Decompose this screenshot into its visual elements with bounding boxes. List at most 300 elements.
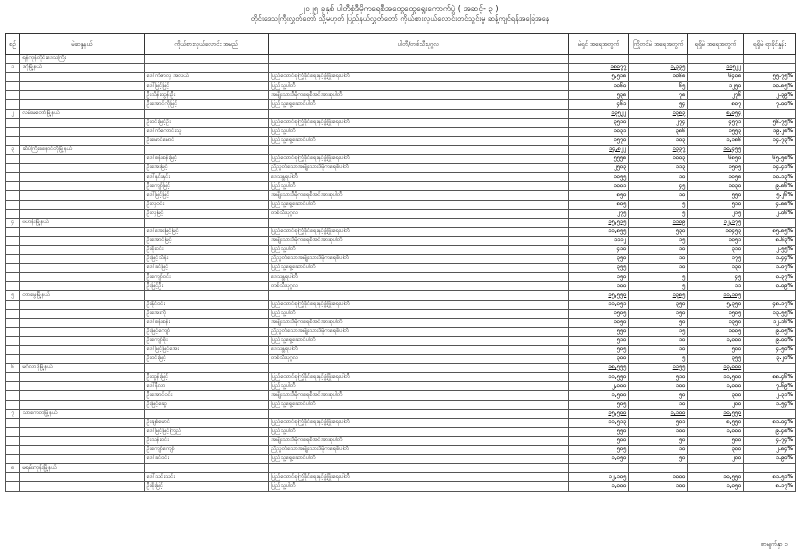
value-cell: ၁၀၀၅: [688, 327, 744, 336]
table-cell: [6, 227, 20, 236]
table-cell: [268, 364, 568, 373]
constituency-row: [6, 218, 796, 227]
table-cell: [144, 364, 268, 373]
table-cell: [20, 173, 144, 182]
table-cell: [20, 355, 144, 364]
table-cell: [20, 436, 144, 445]
table-cell: [20, 391, 144, 400]
value-cell: ၅၅.၇၅%: [744, 73, 796, 82]
party-name: ပြည်သူ့ပါတီ: [268, 245, 568, 254]
candidate-name: ဒေါ်နီလာ: [144, 382, 268, 391]
constituency-name: တာမွေမြို့နယ်: [20, 291, 144, 300]
candidate-name: ဦးနိုင်ဝင်း: [144, 300, 268, 309]
value-cell: ၁၀: [629, 400, 688, 409]
value-cell: ၃၅၀: [629, 300, 688, 309]
value-cell: ၁၅: [629, 236, 688, 245]
subtotal-cell: [688, 55, 744, 64]
table-cell: [20, 400, 144, 409]
subtotal-cell: [744, 291, 796, 300]
value-cell: ၃၈၆: [629, 127, 688, 136]
value-cell: ၁၅: [629, 327, 688, 336]
value-cell: ၅၄: [629, 100, 688, 109]
table-cell: [20, 455, 144, 464]
value-cell: ၄.၅၀%: [744, 346, 796, 355]
subtotal-cell: ၁,၃၃၅: [629, 64, 688, 73]
candidate-name: ဦးလှမြင့်: [144, 209, 268, 218]
table-cell: [268, 464, 568, 473]
value-cell: ၆၈၅၀: [688, 155, 744, 164]
table-row: [6, 355, 796, 364]
table-cell: [6, 300, 20, 309]
value-cell: ၁.၅၄%: [744, 400, 796, 409]
value-cell: ၁၀: [629, 346, 688, 355]
value-cell: ၅: [629, 282, 688, 291]
results-table: [5, 33, 796, 492]
candidate-name: ဦးသန်းဝင်း: [144, 436, 268, 445]
subtotal-cell: ၁၅,၅၁၅: [569, 218, 629, 227]
value-cell: ၁၀,၅၅၀: [688, 473, 744, 482]
value-cell: ၁၃၀: [688, 264, 744, 273]
table-row: [6, 309, 796, 318]
value-cell: ၁,၀၀၀: [688, 382, 744, 391]
table-cell: [20, 227, 144, 236]
value-cell: ၁၀၀: [629, 382, 688, 391]
value-cell: ၅၃၀: [629, 227, 688, 236]
serial-number: ၅: [6, 291, 20, 300]
table-cell: [6, 245, 20, 254]
party-name: ဒေသန္တရပါတီ: [268, 346, 568, 355]
table-cell: [6, 273, 20, 282]
candidate-name: ဒေါ်ခင်မြင့်: [144, 264, 268, 273]
party-name: ပြည်သူ့ရှေ့ဆောင်ပါတီ: [268, 264, 568, 273]
value-cell: ၅: [629, 273, 688, 282]
value-cell: ၅၀: [629, 391, 688, 400]
table-cell: [6, 391, 20, 400]
party-name: ပြည်သူ့ပါတီ: [268, 82, 568, 91]
value-cell: ၂၁၅: [688, 209, 744, 218]
value-cell: ၃၅၅: [569, 264, 629, 273]
subtotal-cell: ၈,၀၅၄: [688, 109, 744, 118]
value-cell: ၅၀၁: [629, 418, 688, 427]
table-row: [6, 346, 796, 355]
table-cell: [6, 118, 20, 127]
value-cell: ၄၅: [629, 182, 688, 191]
table-row: [6, 82, 796, 91]
table-row: [6, 318, 796, 327]
value-cell: ၂.၃၉%: [744, 91, 796, 100]
value-cell: ၂,၀၀၀: [569, 382, 629, 391]
table-cell: [20, 82, 144, 91]
subtotal-cell: ၁၃၈၅: [629, 291, 688, 300]
value-cell: ၁၄.၇၃%: [744, 136, 796, 145]
table-cell: [6, 200, 20, 209]
value-cell: ၅၅၀: [569, 327, 629, 336]
value-cell: ၁၀: [629, 173, 688, 182]
value-cell: ၅,၅၁၈: [569, 73, 629, 82]
table-cell: [20, 482, 144, 491]
constituency-name: ဒဂုံမြို့နယ်: [20, 64, 144, 73]
value-cell: ၇၈: [629, 91, 688, 100]
party-name: တစ်သီးပုဂ္ဂလ: [268, 355, 568, 364]
subtotal-cell: ၁,၁၀၀: [629, 409, 688, 418]
serial-number: ၁: [6, 64, 20, 73]
value-cell: ၅၀: [629, 436, 688, 445]
party-name: ပြည်ထောင်စုကြံ့ခိုင်ရေးနှင့်ဖွံ့ဖြိုးရေးပါတီ: [268, 73, 568, 82]
column-header: မဲဆန္ဒနယ်: [20, 34, 144, 55]
value-cell: ၂.၅၅%: [744, 245, 796, 254]
subtotal-cell: ၁၀,၄၅၅: [688, 145, 744, 154]
constituency-row: [6, 55, 796, 64]
value-cell: ၁၀၄၅၃: [688, 227, 744, 236]
subtotal-cell: ၁၃,၀၀၀: [688, 364, 744, 373]
value-cell: ၅: [629, 355, 688, 364]
document-header: [0, 0, 800, 24]
table-row: [6, 264, 796, 273]
value-cell: ၁၄.၄၁%: [744, 164, 796, 173]
column-header: ကြိုတင်မဲ အရေအတွက်: [629, 34, 688, 55]
party-name: ညီညွတ်သောအမျိုးသားဒီမိုကရေစီပါတီ: [268, 327, 568, 336]
party-name: ပြည်သူ့ရှေ့ဆောင်ပါတီ: [268, 136, 568, 145]
table-cell: [20, 100, 144, 109]
subtotal-cell: ၁၄,၈၂၂: [569, 145, 629, 154]
table-cell: [6, 400, 20, 409]
subtotal-cell: ၁၈,၅၅၅: [569, 364, 629, 373]
candidate-name: ဦးထွန်းမြင့်: [144, 373, 268, 382]
party-name: ဒေသန္တရပါတီ: [268, 173, 568, 182]
value-cell: ၁၃၅၀: [688, 318, 744, 327]
subtotal-cell: [744, 409, 796, 418]
value-cell: ၂.၀၆%: [744, 209, 796, 218]
table-cell: [6, 209, 20, 218]
table-row: [6, 446, 796, 455]
candidate-name: ဦးဝင်းမြင့်: [144, 355, 268, 364]
table-row: [6, 155, 796, 164]
table-cell: [268, 64, 568, 73]
document-title: ၂၀၂၅ ခုနှစ် ပါတီစုံဒီမိုကရေစီအထွေထွေရွေးကောက်ပွဲ ( အဆင့်- ၃ ): [301, 4, 499, 13]
subtotal-cell: ၁၀,၅၅၀: [688, 409, 744, 418]
table-row: [6, 427, 796, 436]
value-cell: ၁၅၇၀: [569, 136, 629, 145]
table-cell: [268, 145, 568, 154]
candidate-name: ဒေါ်မြင့်မြင့်: [144, 191, 268, 200]
table-cell: [20, 209, 144, 218]
table-cell: [6, 127, 20, 136]
value-cell: ၁,၀၅၀: [688, 482, 744, 491]
table-cell: [20, 255, 144, 264]
column-header: ကိုယ်စားလှယ်လောင်း အမည်: [144, 34, 268, 55]
table-row: [6, 236, 796, 245]
value-cell: ၁၀: [629, 191, 688, 200]
value-cell: ၃၀၀: [688, 391, 744, 400]
value-cell: ၁၂,၁၀၅: [569, 473, 629, 482]
table-cell: [268, 291, 568, 300]
candidate-name: ဦးစိုးမြင့်: [144, 482, 268, 491]
constituency-row: [6, 464, 796, 473]
table-cell: [6, 182, 20, 191]
candidate-name: ဒေါ်နှင်းနှင်း: [144, 173, 268, 182]
value-cell: ၅၅၀: [569, 427, 629, 436]
candidate-name: ဒေါ်အေးမြင့်မြင့်: [144, 227, 268, 236]
value-cell: ၁၀: [629, 255, 688, 264]
column-header: မဲရှင် အရေအတွက်: [569, 34, 629, 55]
table-cell: [20, 155, 144, 164]
table-cell: [20, 327, 144, 336]
table-row: [6, 327, 796, 336]
constituency-row: [6, 109, 796, 118]
value-cell: ၃၅၁၀: [569, 118, 629, 127]
value-cell: ၅၆.၇၅%: [744, 118, 796, 127]
candidate-name: ဦးအေးကို: [144, 309, 268, 318]
value-cell: ၁၀၀၀: [629, 473, 688, 482]
value-cell: ၁၀: [629, 446, 688, 455]
value-cell: ၄၈.၁၇%: [744, 300, 796, 309]
value-cell: ၁,၅၀၀: [569, 391, 629, 400]
value-cell: ၁၁,၈၅၅: [569, 227, 629, 236]
table-cell: [6, 418, 20, 427]
table-cell: [20, 273, 144, 282]
value-cell: ၅: [629, 200, 688, 209]
subtotal-cell: [744, 464, 796, 473]
value-cell: ၃၀၀: [688, 446, 744, 455]
candidate-name: ဦးလှဝင်း: [144, 200, 268, 209]
subtotal-cell: [744, 64, 796, 73]
value-cell: ၅၀၅: [569, 346, 629, 355]
party-name: အမျိုးသားဒီမိုကရေစီအင်အားစုပါတီ: [268, 436, 568, 445]
table-cell: [6, 436, 20, 445]
value-cell: ၁,၀၀၀: [688, 336, 744, 345]
table-cell: [144, 464, 268, 473]
serial-number: [6, 55, 20, 64]
party-name: ပြည်သူ့ပါတီ: [268, 382, 568, 391]
table-cell: [6, 318, 20, 327]
party-name: ပြည်သူ့ပါတီ: [268, 482, 568, 491]
value-cell: ၁၂.၁၆%: [744, 318, 796, 327]
value-cell: ၁၃.၅၅%: [744, 309, 796, 318]
value-cell: ၅၀၅: [569, 400, 629, 409]
party-name: ပြည်ထောင်စုကြံ့ခိုင်ရေးနှင့်ဖွံ့ဖြိုးရေးပါတီ: [268, 118, 568, 127]
table-row: [6, 209, 796, 218]
value-cell: ၈၀၅: [569, 200, 629, 209]
subtotal-cell: ၁၃၃၇: [629, 145, 688, 154]
table-row: [6, 200, 796, 209]
value-cell: ၅၅၀: [688, 191, 744, 200]
subtotal-cell: ၁၁၀၉: [629, 218, 688, 227]
constituency-row: [6, 64, 796, 73]
value-cell: ၄.၈၈%: [744, 200, 796, 209]
table-cell: [6, 473, 20, 482]
value-cell: ၄.၇၄%: [744, 436, 796, 445]
table-cell: [6, 91, 20, 100]
value-cell: ၁,၁၈၆: [688, 136, 744, 145]
table-cell: [6, 173, 20, 182]
subtotal-cell: ၁၁၅၂၂: [688, 64, 744, 73]
table-row: [6, 336, 796, 345]
candidate-name: ဒေါ်ကံကောင်းသူ: [144, 127, 268, 136]
subtotal-cell: ၁၅,၅၅၀: [569, 291, 629, 300]
value-cell: ၈၈.၄၆%: [744, 373, 796, 382]
candidate-name: ဒေါ်စန်းစန်းမြင့်: [144, 155, 268, 164]
value-cell: ၁၅၀၅: [688, 309, 744, 318]
table-row: [6, 400, 796, 409]
subtotal-cell: ၁၃၈၃: [629, 109, 688, 118]
table-row: [6, 273, 796, 282]
party-name: ပြည်သူ့ပါတီ: [268, 127, 568, 136]
table-cell: [20, 346, 144, 355]
value-cell: ၅၀၅: [569, 446, 629, 455]
subtotal-cell: [744, 364, 796, 373]
value-cell: ၈၁.၅၁%: [744, 473, 796, 482]
table-body: [6, 55, 796, 492]
value-cell: ၁၁,၅၅၀: [569, 373, 629, 382]
value-cell: ၂၇၆: [688, 91, 744, 100]
value-cell: ၈၅.၈၅%: [744, 227, 796, 236]
value-cell: ၁၁၃: [629, 164, 688, 173]
table-cell: [6, 346, 20, 355]
table-row: [6, 382, 796, 391]
table-row: [6, 245, 796, 254]
serial-number: ၃: [6, 145, 20, 154]
subtotal-cell: ၁၁၅၅: [629, 364, 688, 373]
table-row: [6, 282, 796, 291]
value-cell: ၉.၀၀%: [744, 336, 796, 345]
party-name: ပြည်သူ့ရှေ့ဆောင်ပါတီ: [268, 455, 568, 464]
table-cell: [20, 446, 144, 455]
value-cell: ၈၀၇: [688, 100, 744, 109]
value-cell: ၁၅၀: [569, 273, 629, 282]
table-row: [6, 455, 796, 464]
table-cell: [6, 427, 20, 436]
table-cell: [6, 355, 20, 364]
column-header: စဉ်: [6, 34, 20, 55]
value-cell: ၆၄၀၈: [688, 73, 744, 82]
subtotal-cell: [629, 464, 688, 473]
table-cell: [20, 91, 144, 100]
value-cell: ၈၅၀: [569, 191, 629, 200]
value-cell: ၂၅၀၃: [569, 164, 629, 173]
constituency-row: [6, 409, 796, 418]
value-cell: ၁၀၆၈: [629, 73, 688, 82]
value-cell: ၂.၈၄%: [744, 446, 796, 455]
candidate-name: ဒေါ်သင်းသင်း: [144, 473, 268, 482]
value-cell: ၈.၁၇%: [744, 482, 796, 491]
value-cell: ၉.၀၅%: [744, 327, 796, 336]
party-name: အမျိုးသားဒီမိုကရေစီအင်အားစုပါတီ: [268, 318, 568, 327]
table-cell: [20, 245, 144, 254]
value-cell: ၁၅၀၅: [569, 309, 629, 318]
table-row: [6, 100, 796, 109]
value-cell: ၁၇၅: [688, 255, 744, 264]
party-name: ညီညွတ်သောအမျိုးသားဒီမိုကရေစီပါတီ: [268, 255, 568, 264]
party-name: အမျိုးသားဒီမိုကရေစီအင်အားစုပါတီ: [268, 191, 568, 200]
candidate-name: ဦးကျော်မြင့်: [144, 182, 268, 191]
subtotal-cell: [688, 464, 744, 473]
constituency-name: သာကေတမြို့နယ်: [20, 409, 144, 418]
page-footer: စာမျက်နှာ ၁: [761, 541, 788, 548]
value-cell: ၁.၀၇%: [744, 264, 796, 273]
table-cell: [6, 100, 20, 109]
table-cell: [6, 155, 20, 164]
value-cell: ၁၀၀: [629, 482, 688, 491]
party-name: တစ်သီးပုဂ္ဂလ: [268, 282, 568, 291]
table-cell: [20, 427, 144, 436]
table-cell: [20, 164, 144, 173]
table-cell: [6, 336, 20, 345]
value-cell: ၁.၄၄%: [744, 255, 796, 264]
table-cell: [6, 309, 20, 318]
table-cell: [268, 55, 568, 64]
table-cell: [268, 218, 568, 227]
table-row: [6, 191, 796, 200]
constituency-name: မင်္ဂလာဒုံမြို့နယ်: [20, 364, 144, 373]
value-cell: ၈၁.၀၄%: [744, 418, 796, 427]
constituency-row: [6, 145, 796, 154]
value-cell: ၅၁၀: [629, 373, 688, 382]
value-cell: ၇.၀၀%: [744, 100, 796, 109]
subtotal-cell: ၁၅,၅၀၀: [569, 409, 629, 418]
value-cell: ၃၅၅: [688, 355, 744, 364]
table-cell: [20, 418, 144, 427]
candidate-name: ဒေါ်မြင့်မြင့်ကြည်: [144, 427, 268, 436]
candidate-name: ဦးကျော်စိုး: [144, 336, 268, 345]
table-cell: [20, 282, 144, 291]
serial-number: ၂: [6, 109, 20, 118]
candidate-name: ဦးသိန်းထွန်းဦး: [144, 91, 268, 100]
value-cell: ၁.၉၀%: [744, 455, 796, 464]
value-cell: ၁၀၀၃: [629, 155, 688, 164]
value-cell: ၂၀၀: [688, 455, 744, 464]
table-cell: [268, 109, 568, 118]
value-cell: ၁၁: [688, 282, 744, 291]
value-cell: ၅: [629, 209, 688, 218]
value-cell: ၃၀၀: [569, 355, 629, 364]
value-cell: ၁၀: [629, 336, 688, 345]
table-cell: [20, 73, 144, 82]
value-cell: ၁၀၅၁: [688, 236, 744, 245]
table-header-row: [6, 34, 796, 55]
value-cell: ၂၇၅: [569, 209, 629, 218]
constituency-name: ရန်ကုန်တိုင်းဒေသကြီး: [20, 55, 144, 64]
table-cell: [20, 136, 144, 145]
value-cell: ၁၁,၅၀၀: [688, 373, 744, 382]
party-name: အမျိုးသားဒီမိုကရေစီအင်အားစုပါတီ: [268, 391, 568, 400]
table-cell: [20, 191, 144, 200]
party-name: ပြည်သူ့ရှေ့ဆောင်ပါတီ: [268, 400, 568, 409]
party-name: ပြည်သူ့ရှေ့ဆောင်ပါတီ: [268, 100, 568, 109]
value-cell: ၁၁,၅၁၃: [569, 418, 629, 427]
table-cell: [20, 264, 144, 273]
column-header: ပါတီ/တစ်သီးပုဂ္ဂလ: [268, 34, 568, 55]
table-row: [6, 127, 796, 136]
value-cell: ၅၀၀: [569, 436, 629, 445]
table-cell: [20, 127, 144, 136]
value-cell: ၄၅: [688, 273, 744, 282]
table-cell: [6, 446, 20, 455]
table-cell: [6, 73, 20, 82]
party-name: ပြည်ထောင်စုကြံ့ခိုင်ရေးနှင့်ဖွံ့ဖြိုးရေးပါတီ: [268, 473, 568, 482]
table-cell: [6, 382, 20, 391]
table-row: [6, 418, 796, 427]
value-cell: ၁၀၅၅: [569, 173, 629, 182]
constituency-row: [6, 291, 796, 300]
table-cell: [20, 373, 144, 382]
value-cell: ၁၅၀: [629, 309, 688, 318]
table-cell: [20, 200, 144, 209]
candidate-name: ဒေါ်မြင့်မြင့်: [144, 82, 268, 91]
value-cell: ၈.၆၃%: [744, 236, 796, 245]
value-cell: ၆၅: [629, 82, 688, 91]
value-cell: ၅၁၀: [569, 336, 629, 345]
constituency-name: ဗဟန်းမြို့နယ်: [20, 218, 144, 227]
